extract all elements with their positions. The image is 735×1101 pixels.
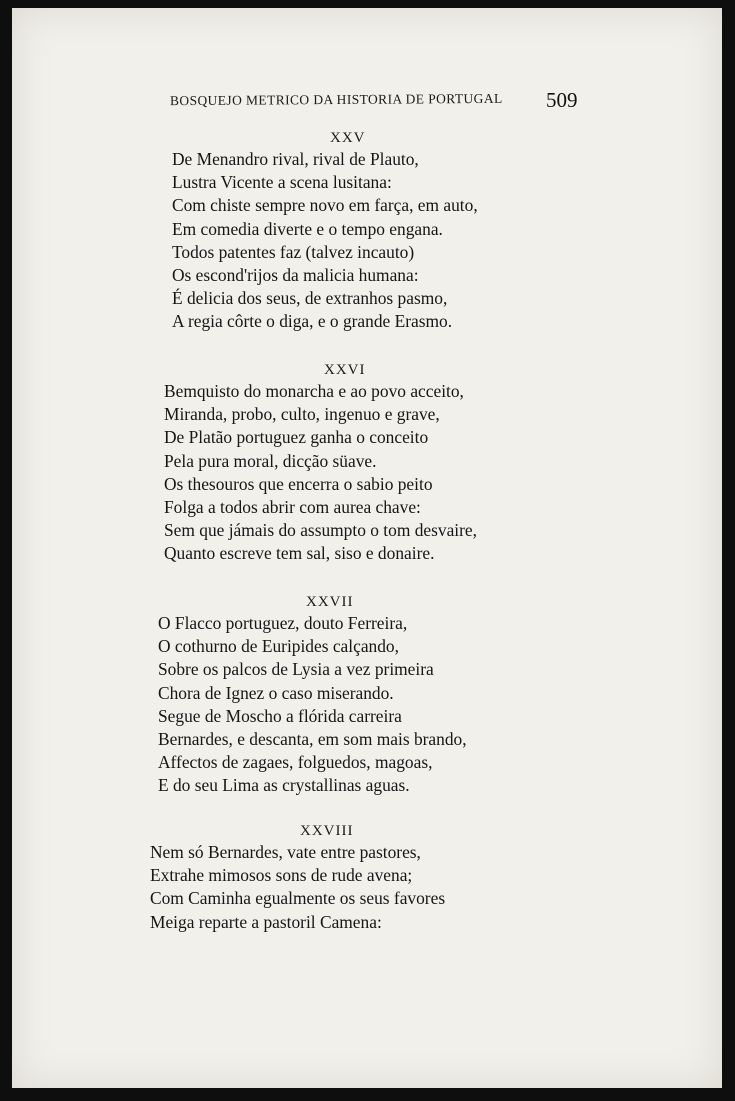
- verse-line: O Flacco portuguez, douto Ferreira,: [158, 613, 408, 633]
- verse-line: Meiga reparte a pastoril Camena:: [150, 911, 382, 932]
- running-title: BOSQUEJO METRICO DA HISTORIA DE PORTUGAL: [169, 90, 503, 109]
- verse-line: Chora de Ignez o caso miserando.: [158, 682, 394, 703]
- stanza-numeral: XXVIII: [300, 823, 354, 839]
- verse-line: Folga a todos abrir com aurea chave:: [164, 497, 421, 518]
- verse-line: Todos patentes faz (talvez incauto): [172, 241, 415, 262]
- verse-line: Quanto escreve tem sal, siso e donaire.: [164, 543, 435, 564]
- verse-line: Os escond'rijos da malicia humana:: [172, 265, 419, 286]
- verse-line: Bernardes, e descanta, em som mais brando,: [158, 729, 467, 750]
- stanza-xxviii: [150, 823, 670, 934]
- verse-line: Miranda, probo, culto, ingenuo e grave,: [164, 404, 440, 425]
- verse-line: E do seu Lima as crystallinas aguas.: [158, 775, 410, 796]
- verse-line: Nem só Bernardes, vate entre pastores,: [150, 842, 421, 862]
- verse-line: Pela pura moral, dicção süave.: [164, 450, 377, 471]
- stanza-xxv: [172, 130, 692, 334]
- verse-line: De Menandro rival, rival de Plauto,: [172, 149, 419, 169]
- verse-line: Os thesouros que encerra o sabio peito: [164, 473, 433, 494]
- verse-line: Segue de Moscho a flórida carreira: [158, 705, 402, 726]
- verse-line: Sobre os palcos de Lysia a vez primeira: [158, 659, 434, 680]
- verse-line: De Platão portuguez ganha o conceito: [164, 427, 429, 448]
- verse-line: Extrahe mimosos sons de rude avena;: [150, 865, 413, 886]
- stanza-numeral: XXVI: [324, 362, 366, 378]
- book-page: [12, 8, 722, 1088]
- verse-line: Com Caminha egualmente os seus favores: [150, 888, 446, 909]
- verse-line: Bemquisto do monarcha e ao povo acceito,: [164, 381, 464, 401]
- verse-line: Em comedia diverte e o tempo engana.: [172, 218, 443, 239]
- verse-line: O cothurno de Euripides calçando,: [158, 636, 399, 657]
- stanza-numeral: XXV: [330, 130, 366, 146]
- stanza-numeral: XXVII: [306, 594, 354, 610]
- verse-line: Affectos de zagaes, folguedos, magoas,: [158, 752, 433, 773]
- verse-line: A regia côrte o diga, e o grande Erasmo.: [172, 311, 453, 332]
- verse-line: Lustra Vicente a scena lusitana:: [172, 172, 392, 193]
- verse-line: Com chiste sempre novo em farça, em auto,: [172, 195, 478, 216]
- verse-line: É delicia dos seus, de extranhos pasmo,: [172, 288, 448, 309]
- verse-line: Sem que jámais do assumpto o tom desvaire,: [164, 520, 477, 541]
- page-number: 509: [546, 88, 578, 112]
- stanza-xxvi: [164, 362, 684, 566]
- stanza-xxvii: [158, 594, 678, 798]
